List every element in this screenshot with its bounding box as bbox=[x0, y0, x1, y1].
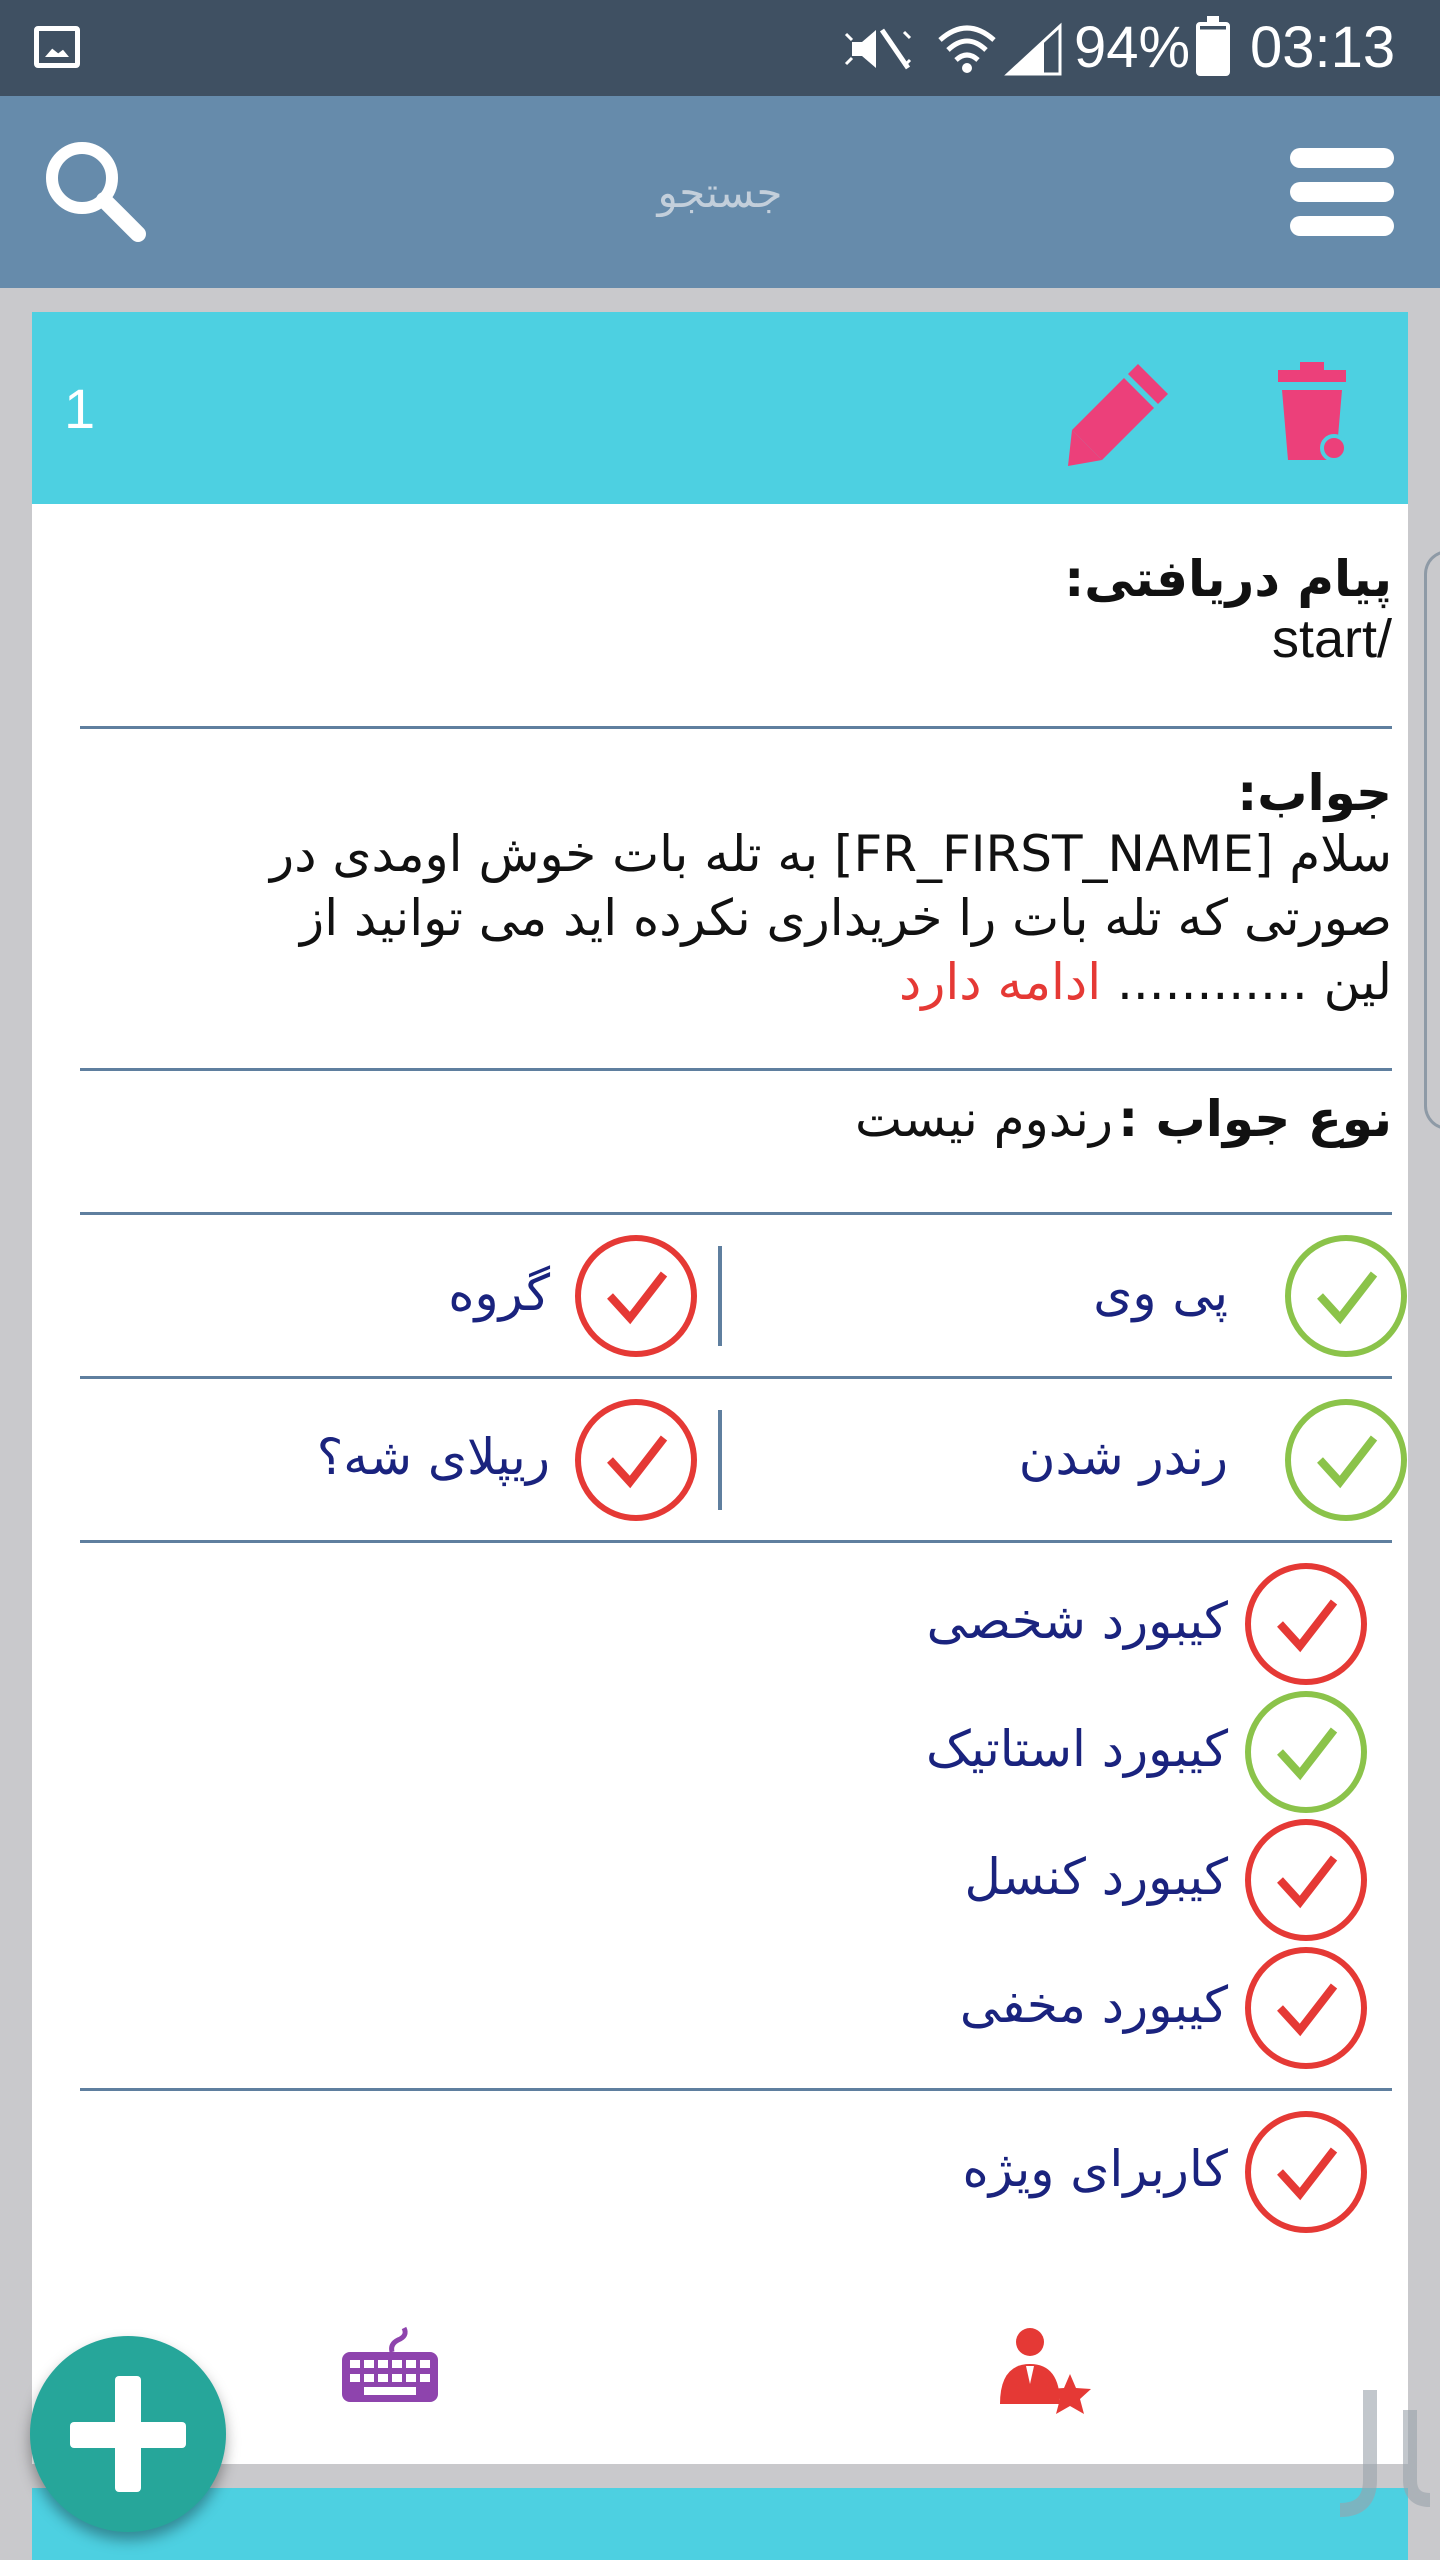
option-special-users[interactable] bbox=[32, 2108, 1408, 2238]
check-circle-icon[interactable] bbox=[572, 1396, 700, 1524]
option-personal-keyboard[interactable] bbox=[32, 1560, 1408, 1690]
option-static-keyboard[interactable] bbox=[32, 1688, 1408, 1818]
answer-label: جواب: bbox=[1237, 764, 1392, 822]
option-label: ریپلای شه؟ bbox=[316, 1428, 550, 1486]
check-circle-icon[interactable] bbox=[1242, 1944, 1370, 2072]
option-label: گروه bbox=[448, 1264, 550, 1322]
received-label: پیام دریافتی: bbox=[1064, 550, 1392, 608]
check-circle-icon[interactable] bbox=[1282, 1232, 1410, 1360]
answer-section bbox=[80, 764, 1392, 1014]
keyboard-icon[interactable] bbox=[340, 2324, 440, 2404]
battery-icon bbox=[1196, 22, 1230, 76]
response-type bbox=[80, 1090, 1392, 1148]
divider bbox=[80, 1540, 1392, 1543]
option-label: پی وی bbox=[1093, 1264, 1228, 1322]
top-bar bbox=[0, 96, 1440, 288]
check-circle-icon[interactable] bbox=[1242, 1816, 1370, 1944]
option-label: کیبورد استاتیک bbox=[926, 1720, 1228, 1778]
add-button[interactable] bbox=[30, 2336, 226, 2532]
option-pv[interactable] bbox=[722, 1232, 1408, 1362]
option-group[interactable] bbox=[32, 1232, 718, 1362]
divider bbox=[80, 1068, 1392, 1071]
card-number: 1 bbox=[64, 377, 96, 440]
option-cancel-keyboard[interactable] bbox=[32, 1816, 1408, 1946]
gallery-icon bbox=[34, 26, 80, 68]
search-icon[interactable] bbox=[40, 136, 150, 246]
response-type-value: رندوم نیست bbox=[855, 1090, 1114, 1148]
signal-icon bbox=[1004, 22, 1064, 76]
response-type-label: نوع جواب : bbox=[1118, 1090, 1392, 1148]
divider bbox=[80, 2088, 1392, 2091]
option-reply[interactable] bbox=[32, 1396, 718, 1526]
scroll-handle[interactable] bbox=[1424, 550, 1440, 1130]
clock: 03:13 bbox=[1250, 15, 1396, 80]
vertical-separator bbox=[718, 1410, 722, 1510]
edit-pencil-icon[interactable] bbox=[1066, 356, 1176, 466]
card-header bbox=[32, 312, 1408, 504]
answer-more-link[interactable]: ادامه دارد bbox=[898, 953, 1102, 1011]
battery-percent: 94% bbox=[1074, 15, 1191, 80]
wifi-icon bbox=[936, 20, 998, 76]
check-circle-icon[interactable] bbox=[1242, 1560, 1370, 1688]
rule-card bbox=[32, 312, 1408, 2464]
answer-body: سلام [FR_FIRST_NAME] به تله بات خوش اومدی در صورتی که تله بات را خریداری نکرده اید می توانید از لین ............ bbox=[270, 825, 1392, 1011]
option-label: کاربرای ویژه bbox=[962, 2140, 1228, 2198]
option-label: رندر شدن bbox=[1018, 1428, 1228, 1486]
check-circle-icon[interactable] bbox=[1282, 1396, 1410, 1524]
divider bbox=[80, 1376, 1392, 1379]
vertical-separator bbox=[718, 1246, 722, 1346]
received-message bbox=[80, 550, 1392, 670]
received-value: /start bbox=[1271, 609, 1392, 669]
answer-text bbox=[80, 822, 1392, 1014]
option-label: کیبورد شخصی bbox=[926, 1592, 1228, 1650]
special-user-icon[interactable] bbox=[996, 2324, 1096, 2418]
status-bar bbox=[0, 0, 1440, 96]
next-card-header bbox=[32, 2488, 1408, 2560]
options-row-2 bbox=[32, 1396, 1408, 1526]
mute-icon bbox=[842, 24, 914, 74]
check-circle-icon[interactable] bbox=[572, 1232, 700, 1360]
watermark-logo bbox=[1330, 2380, 1440, 2530]
check-circle-icon[interactable] bbox=[1242, 2108, 1370, 2236]
check-circle-icon[interactable] bbox=[1242, 1688, 1370, 1816]
divider bbox=[80, 1212, 1392, 1215]
option-hidden-keyboard[interactable] bbox=[32, 1944, 1408, 2074]
options-row-1 bbox=[32, 1232, 1408, 1362]
trash-icon[interactable] bbox=[1272, 356, 1352, 466]
divider bbox=[80, 726, 1392, 729]
option-render[interactable] bbox=[722, 1396, 1408, 1526]
option-label: کیبورد مخفی bbox=[959, 1976, 1228, 2034]
menu-icon[interactable] bbox=[1290, 148, 1394, 236]
search-input[interactable] bbox=[360, 156, 1080, 228]
option-label: کیبورد کنسل bbox=[964, 1848, 1228, 1906]
